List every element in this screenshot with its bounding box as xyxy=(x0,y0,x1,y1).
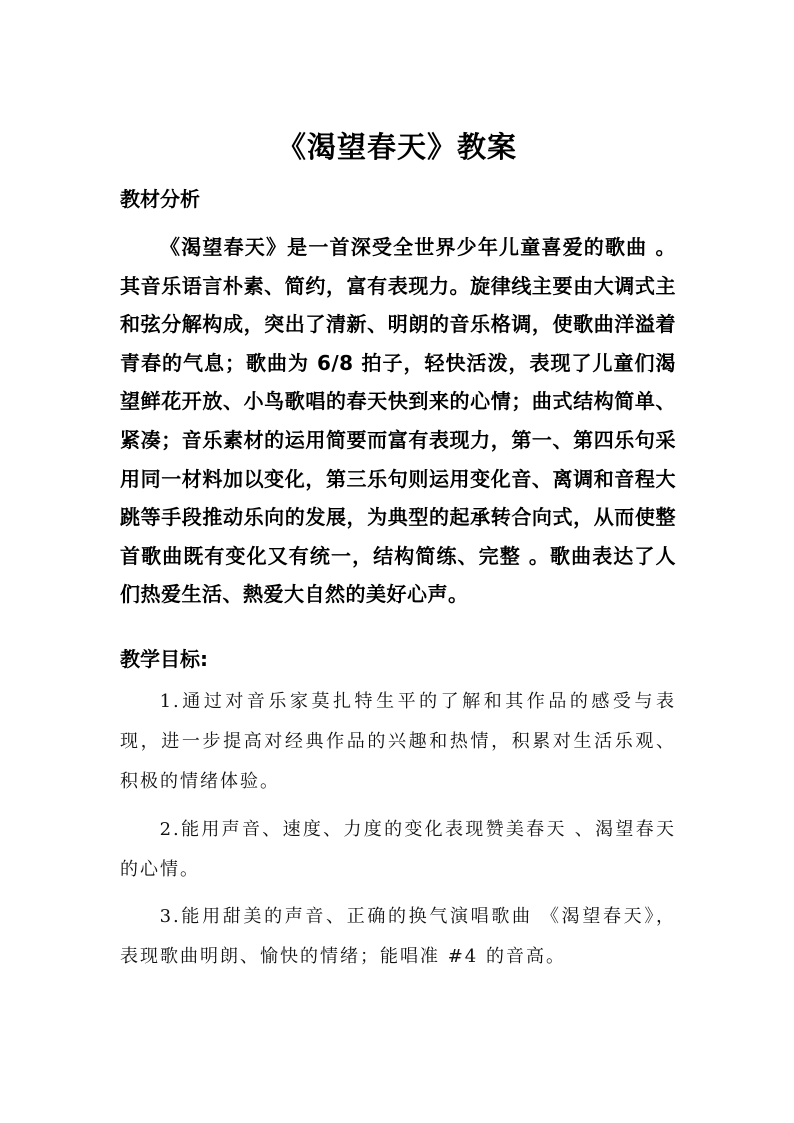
section-heading-goals: 教学目标: xyxy=(120,647,208,671)
goal-item: 3.能用甜美的声音、正确的换气演唱歌曲 《渴望春天》，表现歌曲明朗、愉快的情绪；能唱准 #4 的音高。 xyxy=(120,906,676,967)
goal-item: 2.能用声音、速度、力度的变化表现赞美春天 、渴望春天的心情。 xyxy=(120,819,676,880)
goal-item: 1.通过对音乐家莫扎特生平的了解和其作品的感受与表现，进一步提高对经典作品的兴趣和热情，积累对生活乐观、积极的情绪体验。 xyxy=(120,691,676,792)
section-heading-analysis: 教材分析 xyxy=(120,187,200,211)
document-title: 《渴望春天》教案 xyxy=(276,130,517,164)
analysis-paragraph: 《渴望春天》是一首深受全世界少年儿童喜爱的歌曲 。其音乐语言朴素、简约，富有表现力。旋律线主要由大调式主和弦分解构成，突出了清新、明朗的音乐格调，使歌曲洋溢着青春的气息；歌曲为 6/8 拍子，轻快活泼，表现了儿童们渴望鲜花开放、小鸟歌唱的春天快到来的心情；曲式结构简单、紧凑；音乐素材的运用简要而富有表现力，第一、第四乐句采用同一材料加以变化，第三乐句则运用变化音、离调和音程大跳等手段推动乐向的发展，为典型的起承转合向式，从而使整首歌曲既有变化又有统一，结构简练、完整 。歌曲表达了人们热爱生活、熱爱大自然的美好心声。 xyxy=(120,235,676,607)
